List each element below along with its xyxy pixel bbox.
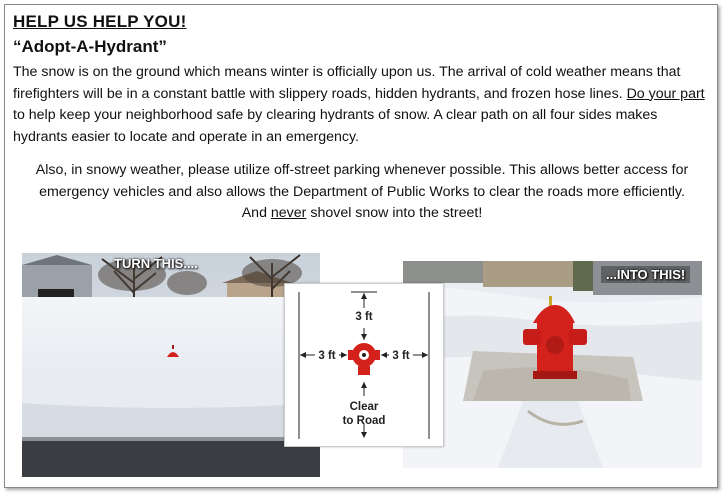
before-photo [22, 253, 320, 477]
diagram-left-distance: 3 ft [318, 350, 336, 362]
never-line-after: shovel snow into the street! [306, 205, 483, 221]
before-photo-scene [22, 253, 320, 477]
parking-text: Also, in snowy weather, please utilize off-street parking whenever possible. This allows better access for emergency vehicles and also allows the Department of Public Works to clear the roads more efficiently. [35, 162, 689, 200]
intro-text-1: The snow is on the ground which means winter is officially upon us. The arrival of cold weather means that firefighters will be in a constant battle with slippery roads, hidden hydrants, and frozen hose lines. [13, 64, 681, 102]
after-photo-scene [403, 261, 702, 468]
page-subtitle: “Adopt-A-Hydrant” [13, 37, 167, 56]
diagram-top-distance: 3 ft [355, 311, 373, 323]
never-emphasis: never [270, 205, 307, 221]
hydrant-topview-icon [348, 343, 380, 375]
clearance-diagram-graphic [285, 284, 443, 446]
never-line-before: And [241, 205, 271, 221]
before-label: TURN THIS.... [114, 256, 198, 271]
intro-paragraph [13, 62, 713, 148]
page-title: HELP US HELP YOU! [13, 12, 187, 31]
parking-paragraph [10, 160, 714, 225]
clearance-diagram [284, 283, 444, 447]
intro-text-2: to help keep your neighborhood safe by clearing hydrants of snow. A clear path on all four sides makes hydrants easier to locate and operate in an emergency. [13, 107, 658, 145]
diagram-bottom-line1: Clear [349, 401, 379, 413]
after-label: ...INTO THIS! [601, 266, 690, 283]
after-photo [403, 261, 702, 468]
do-your-part-emphasis: Do your part [626, 85, 705, 102]
diagram-bottom-line2: to Road [342, 415, 386, 427]
diagram-right-distance: 3 ft [392, 350, 410, 362]
